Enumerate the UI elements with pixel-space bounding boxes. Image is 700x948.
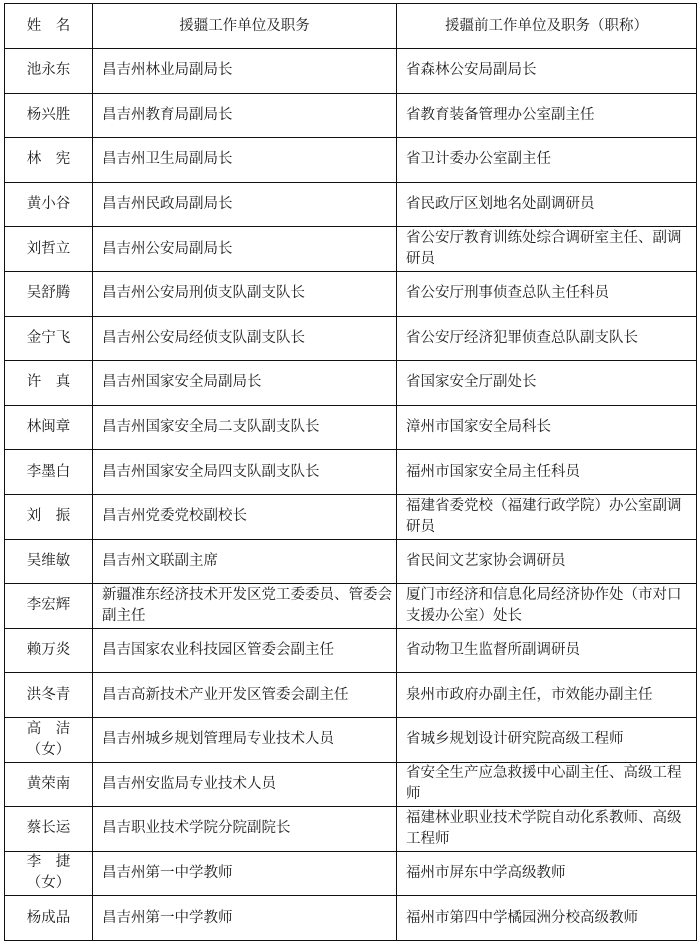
table-row (5, 673, 697, 718)
person-name: 吴舒腾 (5, 271, 93, 316)
table-row (5, 851, 697, 896)
person-name: 林 宪 (5, 138, 93, 183)
person-name: 黄荣南 (5, 762, 93, 807)
previous-post-cell: 福州市国家安全局主任科员 (397, 450, 697, 495)
cadre-roster-table (4, 3, 697, 941)
person-name: 蔡长运 (5, 807, 93, 852)
header-previous-post: 援疆前工作单位及职务（职称） (397, 4, 697, 49)
previous-post-cell: 泉州市政府办副主任，市效能办副主任 (397, 673, 697, 718)
xinjiang-post-cell: 昌吉州安监局专业技术人员 (93, 762, 397, 807)
person-name: 李宏辉 (5, 584, 93, 629)
table-row (5, 896, 697, 941)
previous-post-cell: 福州市第四中学橘园洲分校高级教师 (397, 896, 697, 941)
header-name: 姓 名 (5, 4, 93, 49)
xinjiang-post-cell: 新疆准东经济技术开发区党工委委员、管委会副主任 (93, 584, 397, 629)
person-name: 赖万炎 (5, 628, 93, 673)
xinjiang-post-cell: 昌吉州第一中学教师 (93, 896, 397, 941)
previous-post-cell: 福州市屏东中学高级教师 (397, 851, 697, 896)
previous-post-cell: 省公安厅教育训练处综合调研室主任、副调研员 (397, 227, 697, 272)
table-row (5, 138, 697, 183)
person-name: 刘 振 (5, 494, 93, 539)
person-name: 刘哲立 (5, 227, 93, 272)
person-name: 金宁飞 (5, 316, 93, 361)
xinjiang-post-cell: 昌吉州国家安全局二支队副支队长 (93, 405, 397, 450)
xinjiang-post-cell: 昌吉州文联副主席 (93, 539, 397, 584)
table-row (5, 271, 697, 316)
table-row (5, 628, 697, 673)
previous-post-cell: 漳州市国家安全局科长 (397, 405, 697, 450)
table-row (5, 182, 697, 227)
person-name: 杨兴胜 (5, 93, 93, 138)
header-row (5, 4, 697, 49)
person-name: 洪冬青 (5, 673, 93, 718)
xinjiang-post-cell: 昌吉州公安局刑侦支队副支队长 (93, 271, 397, 316)
person-name: 林闽章 (5, 405, 93, 450)
previous-post-cell: 福建省委党校（福建行政学院）办公室副调研员 (397, 494, 697, 539)
previous-post-cell: 省卫计委办公室副主任 (397, 138, 697, 183)
previous-post-cell: 省安全生产应急救援中心副主任、高级工程师 (397, 762, 697, 807)
table-row (5, 762, 697, 807)
xinjiang-post-cell: 昌吉州公安局经侦支队副支队长 (93, 316, 397, 361)
person-name: 李墨白 (5, 450, 93, 495)
person-name: 李 捷 （女） (5, 851, 93, 896)
previous-post-cell: 省民政厅区划地名处副调研员 (397, 182, 697, 227)
table-row (5, 361, 697, 406)
previous-post-cell: 省国家安全厅副处长 (397, 361, 697, 406)
previous-post-cell: 省森林公安局副局长 (397, 49, 697, 94)
xinjiang-post-cell: 昌吉州民政局副局长 (93, 182, 397, 227)
xinjiang-post-cell: 昌吉州城乡规划管理局专业技术人员 (93, 717, 397, 762)
person-name: 池永东 (5, 49, 93, 94)
xinjiang-post-cell: 昌吉州国家安全局四支队副支队长 (93, 450, 397, 495)
previous-post-cell: 省公安厅刑事侦查总队主任科员 (397, 271, 697, 316)
table-row (5, 494, 697, 539)
xinjiang-post-cell: 昌吉州林业局副局长 (93, 49, 397, 94)
previous-post-cell: 省民间文艺家协会调研员 (397, 539, 697, 584)
person-name: 许 真 (5, 361, 93, 406)
header-xinjiang-post: 援疆工作单位及职务 (93, 4, 397, 49)
previous-post-cell: 省城乡规划设计研究院高级工程师 (397, 717, 697, 762)
xinjiang-post-cell: 昌吉州党委党校副校长 (93, 494, 397, 539)
previous-post-cell: 省教育装备管理办公室副主任 (397, 93, 697, 138)
table-row (5, 405, 697, 450)
table-row (5, 807, 697, 852)
xinjiang-post-cell: 昌吉州国家安全局副局长 (93, 361, 397, 406)
previous-post-cell: 厦门市经济和信息化局经济协作处（市对口支援办公室）处长 (397, 584, 697, 629)
person-name: 高 洁 （女） (5, 717, 93, 762)
xinjiang-post-cell: 昌吉州第一中学教师 (93, 851, 397, 896)
table-row (5, 539, 697, 584)
person-name: 吴维敏 (5, 539, 93, 584)
table-row (5, 584, 697, 629)
table-row (5, 227, 697, 272)
table-row (5, 450, 697, 495)
table-row (5, 316, 697, 361)
xinjiang-post-cell: 昌吉州公安局副局长 (93, 227, 397, 272)
person-name: 杨成品 (5, 896, 93, 941)
table-row (5, 93, 697, 138)
xinjiang-post-cell: 昌吉职业技术学院分院副院长 (93, 807, 397, 852)
previous-post-cell: 省动物卫生监督所副调研员 (397, 628, 697, 673)
table-row (5, 717, 697, 762)
table-row (5, 49, 697, 94)
xinjiang-post-cell: 昌吉国家农业科技园区管委会副主任 (93, 628, 397, 673)
xinjiang-post-cell: 昌吉州教育局副局长 (93, 93, 397, 138)
xinjiang-post-cell: 昌吉州卫生局副局长 (93, 138, 397, 183)
person-name: 黄小谷 (5, 182, 93, 227)
previous-post-cell: 福建林业职业技术学院自动化系教师、高级工程师 (397, 807, 697, 852)
xinjiang-post-cell: 昌吉高新技术产业开发区管委会副主任 (93, 673, 397, 718)
previous-post-cell: 省公安厅经济犯罪侦查总队副支队长 (397, 316, 697, 361)
